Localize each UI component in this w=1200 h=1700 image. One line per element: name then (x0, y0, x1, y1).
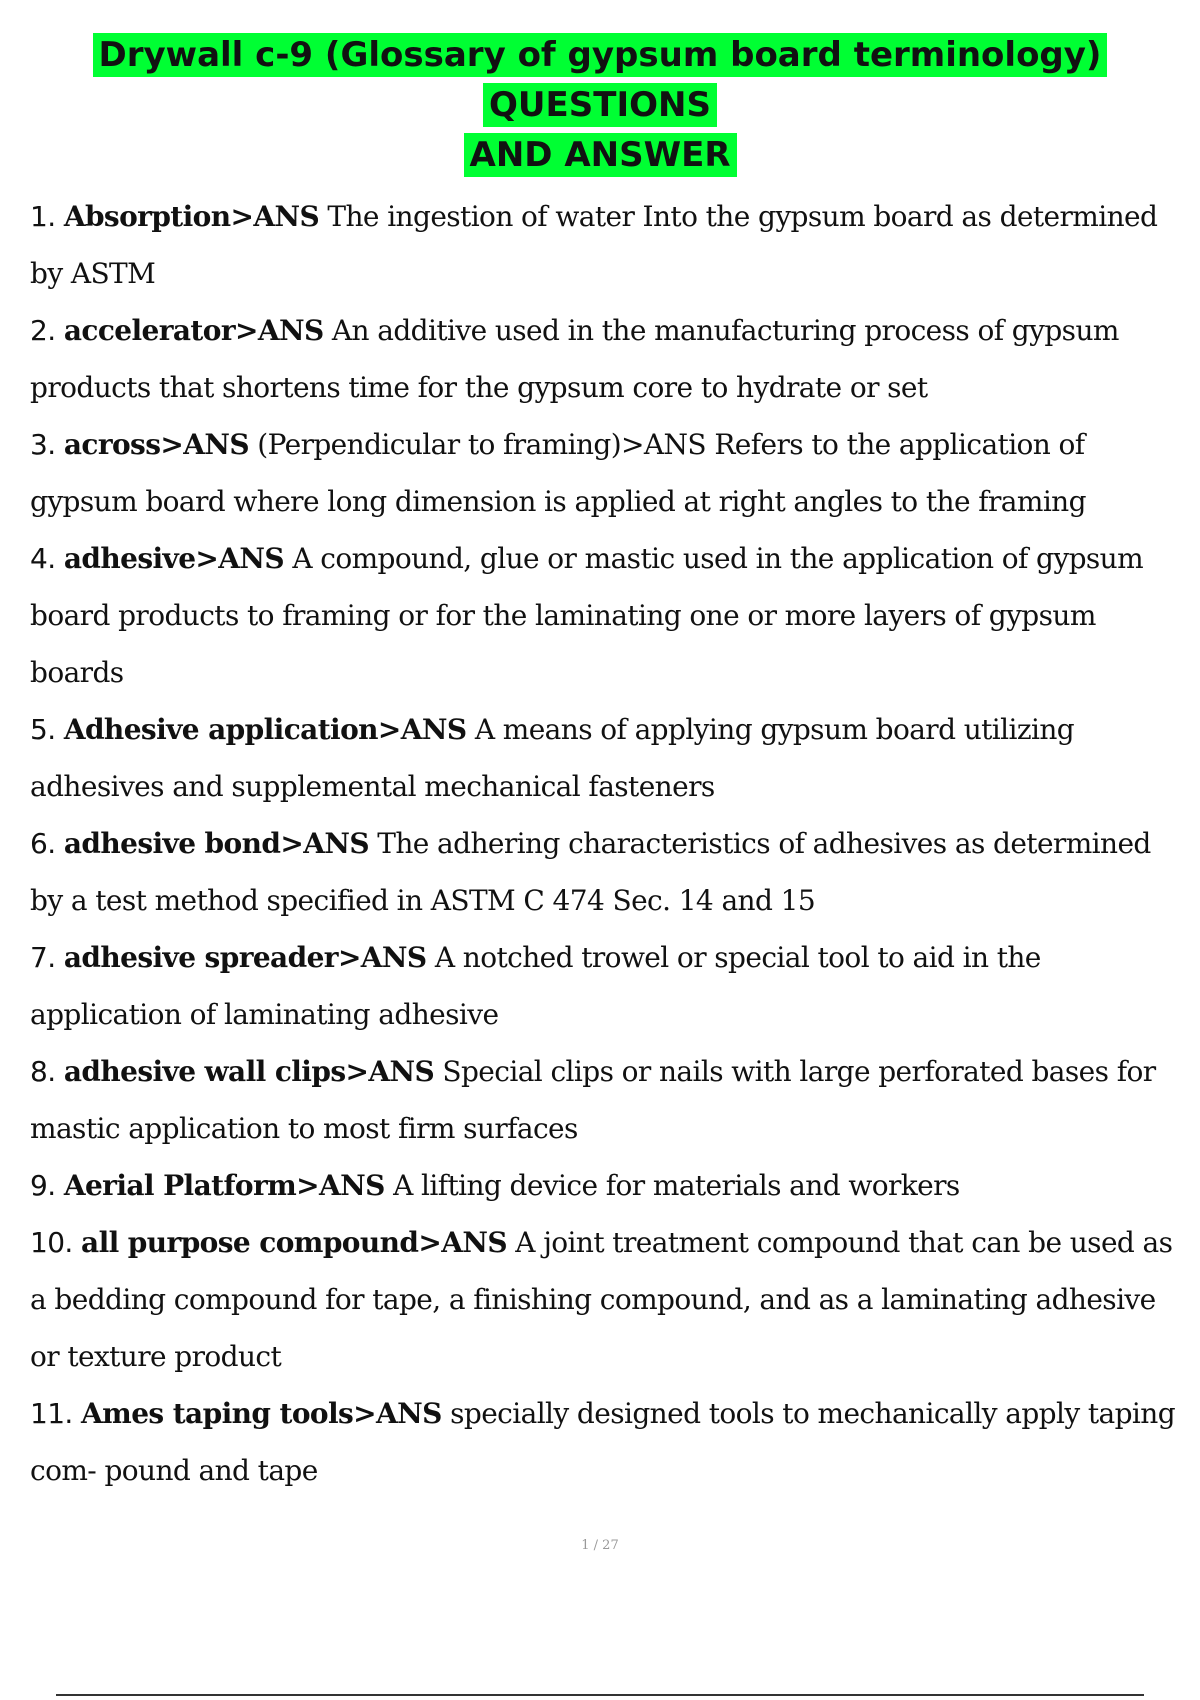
list-item (30, 929, 1190, 1043)
list-item (30, 1157, 1190, 1214)
entry-term: adhesive spreader>ANS (63, 941, 427, 974)
list-item (30, 416, 1190, 530)
entry-number: 11. (30, 1397, 73, 1430)
entry-term: across>ANS (63, 428, 249, 461)
page-bottom-divider (56, 1694, 1144, 1696)
entry-number: 5. (30, 713, 56, 746)
entry-definition: The adhering characteristics of adhesives as determined by a test method specified in ASTM C 474 Sec. 14 and 15 (30, 827, 1151, 917)
entry-definition: Special clips or nails with large perforated bases for mastic application to most firm surfaces (30, 1055, 1156, 1145)
entry-definition: specially designed tools to mechanically apply taping com- pound and tape (30, 1397, 1176, 1487)
glossary-list (30, 188, 1190, 1499)
list-item (30, 1043, 1190, 1157)
list-item (30, 188, 1190, 302)
list-item (30, 701, 1190, 815)
entry-definition: The ingestion of water Into the gypsum board as determined by ASTM (30, 200, 1158, 290)
entry-definition: A lifting device for materials and workers (393, 1169, 960, 1202)
entry-number: 7. (30, 941, 56, 974)
list-item (30, 530, 1190, 701)
entry-definition: A means of applying gypsum board utilizing adhesives and supplemental mechanical fasteners (30, 713, 1075, 803)
entry-term: Absorption>ANS (63, 200, 320, 233)
entry-number: 10. (30, 1226, 73, 1259)
entry-term: accelerator>ANS (63, 314, 324, 347)
list-item (30, 1214, 1190, 1385)
entry-number: 4. (30, 542, 56, 575)
entry-number: 6. (30, 827, 56, 860)
entry-number: 1. (30, 200, 56, 233)
entry-number: 3. (30, 428, 56, 461)
entry-definition: (Perpendicular to framing)>ANS Refers to the application of gypsum board where long dimension is applied at right angles to the framing (30, 428, 1086, 518)
entry-definition: A notched trowel or special tool to aid in the application of laminating adhesive (30, 941, 1041, 1031)
entry-number: 9. (30, 1169, 56, 1202)
list-item (30, 302, 1190, 416)
page-number: 1 / 27 (581, 1538, 619, 1553)
entry-term: adhesive wall clips>ANS (63, 1055, 435, 1088)
entry-number: 8. (30, 1055, 56, 1088)
title-line-1: Drywall c-9 (Glossary of gypsum board terminology) QUESTIONS (93, 33, 1108, 127)
entry-definition: An additive used in the manufacturing process of gypsum products that shortens time for the gypsum core to hydrate or set (30, 314, 1119, 404)
entry-definition: A compound, glue or mastic used in the application of gypsum board products to framing or for the laminating one or more layers of gypsum boards (30, 542, 1144, 689)
entry-number: 2. (30, 314, 56, 347)
document-title (0, 30, 1200, 180)
list-item (30, 815, 1190, 929)
entry-term: all purpose compound>ANS (81, 1226, 507, 1259)
entry-term: Aerial Platform>ANS (63, 1169, 385, 1202)
entry-term: adhesive>ANS (63, 542, 285, 575)
entry-term: Ames taping tools>ANS (81, 1397, 442, 1430)
entry-term: adhesive bond>ANS (63, 827, 369, 860)
title-line-2: AND ANSWER (464, 133, 737, 177)
list-item (30, 1385, 1190, 1499)
entry-definition: A joint treatment compound that can be used as a bedding compound for tape, a finishing compound, and as a laminating adhesive or texture product (30, 1226, 1173, 1373)
entry-term: Adhesive application>ANS (63, 713, 467, 746)
